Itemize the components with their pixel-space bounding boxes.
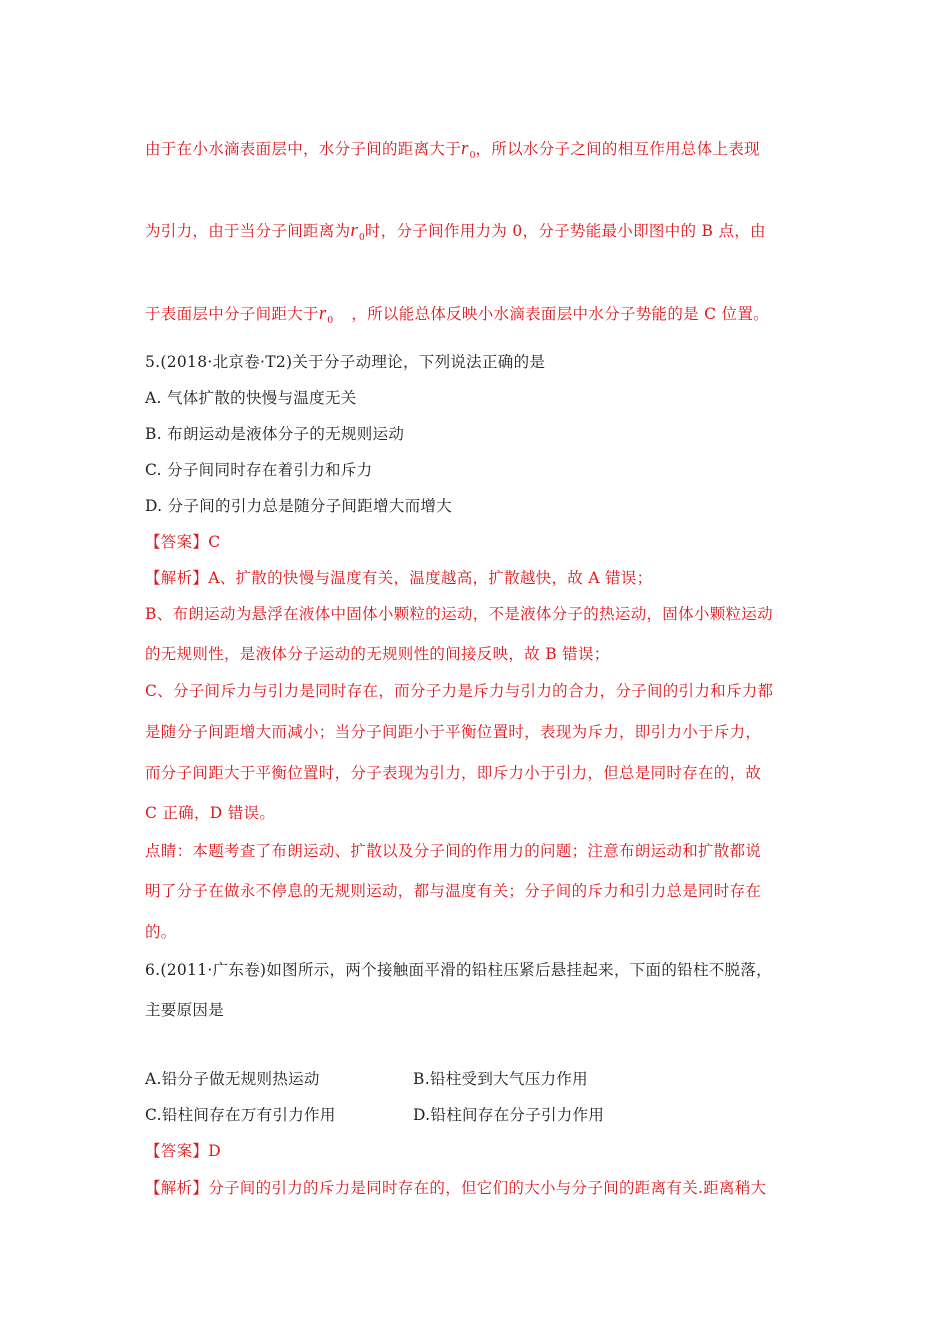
option-a: A. 气体扩散的快慢与温度无关 xyxy=(145,389,357,407)
option-d: D. 分子间的引力总是随分子间距增大而增大 xyxy=(145,497,453,515)
text-segment: 时，分子间作用力为 0，分子势能最小即图中的 B 点，由 xyxy=(364,222,766,240)
option-b: B.铅柱受到大气压力作用 xyxy=(413,1070,588,1088)
option-a: A.铅分子做无规则热运动 xyxy=(145,1070,320,1088)
question-6: 6.(2011·广东卷)如图所示，两个接触面平滑的铅柱压紧后悬挂起来，下面的铅柱不脱落， xyxy=(145,961,772,979)
answer: 【答案】D xyxy=(145,1142,221,1160)
analysis-line: 是随分子间距增大而减小；当分子间距小于平衡位置时，表现为斥力，即引力小于斥力， xyxy=(145,723,762,741)
r-symbol: r xyxy=(461,138,469,159)
analysis-line: 【解析】分子间的引力的斥力是同时存在的，但它们的大小与分子间的距离有关.距离稍大 xyxy=(145,1179,767,1197)
option-c: C. 分子间同时存在着引力和斥力 xyxy=(145,461,373,479)
text-segment: 于表面层中分子间距大于 xyxy=(145,305,319,323)
subscript: 0 xyxy=(327,314,334,326)
analysis-line: 【解析】A、扩散的快慢与温度有关，温度越高，扩散越快，故 A 错误； xyxy=(145,569,653,587)
analysis-line: 明了分子在做永不停息的无规则运动，都与温度有关；分子间的斥力和引力总是同时存在 xyxy=(145,882,762,900)
analysis-line: C、分子间斥力与引力是同时存在，而分子力是斥力与引力的合力，分子间的引力和斥力都 xyxy=(145,682,774,700)
r-symbol: r xyxy=(318,303,327,324)
option-c: C.铅柱间存在万有引力作用 xyxy=(145,1106,336,1124)
question-5: 5.(2018·北京卷·T2)关于分子动理论，下列说法正确的是 xyxy=(145,353,546,371)
analysis-line: 而分子间距大于平衡位置时，分子表现为引力，即斥力小于引力，但总是同时存在的，故 xyxy=(145,764,762,782)
analysis-line: 的无规则性，是液体分子运动的无规则性的间接反映，故 B 错误； xyxy=(145,645,610,663)
analysis-line: 的。 xyxy=(145,923,177,941)
subscript: 0 xyxy=(359,231,365,243)
text-segment: 由于在小水滴表面层中，水分子间的距离大于 xyxy=(145,140,462,158)
text-segment: ，所以能总体反映小水滴表面层中水分子势能的是 C 位置。 xyxy=(351,305,769,323)
paragraph-line xyxy=(145,304,769,330)
text-segment: 为引力，由于当分子间距离为 xyxy=(145,222,351,240)
question-6-cont: 主要原因是 xyxy=(145,1001,225,1019)
paragraph-line xyxy=(145,221,766,247)
answer: 【答案】C xyxy=(145,533,221,551)
paragraph-line xyxy=(145,139,760,165)
text-segment: ，所以水分子之间的相互作用总体上表现 xyxy=(475,140,760,158)
analysis-line: 点睛：本题考查了布朗运动、扩散以及分子间的作用力的问题；注意布朗运动和扩散都说 xyxy=(145,842,762,860)
analysis-line: B、布朗运动为悬浮在液体中固体小颗粒的运动，不是液体分子的热运动，固体小颗粒运动 xyxy=(145,605,773,623)
option-b: B. 布朗运动是液体分子的无规则运动 xyxy=(145,425,405,443)
subscript: 0 xyxy=(469,149,476,161)
analysis-line: C 正确，D 错误。 xyxy=(145,804,276,822)
option-d: D.铅柱间存在分子引力作用 xyxy=(413,1106,605,1124)
r-symbol: r xyxy=(350,220,359,241)
